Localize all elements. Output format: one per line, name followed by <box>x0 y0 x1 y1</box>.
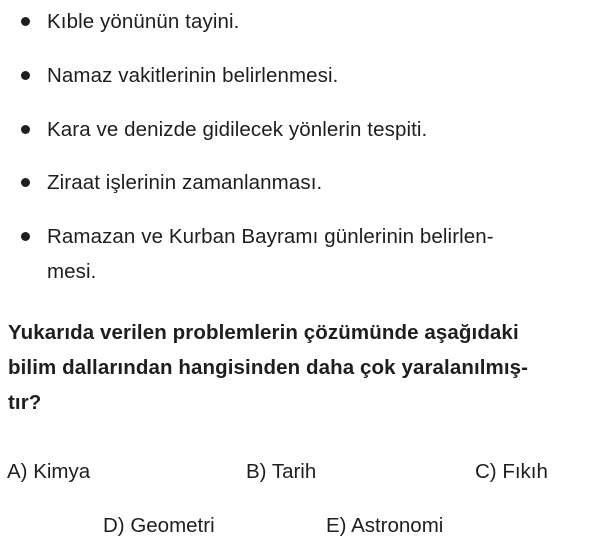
bullet-point-icon <box>21 71 30 80</box>
answer-option-d[interactable]: D) Geometri <box>103 514 215 537</box>
bullet-point-icon <box>21 178 30 187</box>
bullet-point-icon <box>21 125 30 134</box>
question-line: tır? <box>8 391 42 414</box>
question-line: Yukarıda verilen problemlerin çözümünde aşağıdaki <box>8 321 519 344</box>
answer-option-e[interactable]: E) Astronomi <box>326 514 444 537</box>
bullet-text: Kıble yönünün tayini. <box>47 10 240 33</box>
bullet-point-icon <box>21 232 30 241</box>
question-stem <box>8 315 598 420</box>
bullet-text: Ziraat işlerinin zamanlanması. <box>47 171 323 194</box>
answer-option-a[interactable]: A) Kimya <box>7 460 91 483</box>
question-line: bilim dallarından hangisinden daha çok yaralanılmış- <box>8 356 529 379</box>
bullet-text-continuation: mesi. <box>47 260 97 283</box>
bullet-text: Ramazan ve Kurban Bayramı günlerinin belirlen- <box>47 225 494 248</box>
answer-option-b[interactable]: B) Tarih <box>246 460 317 483</box>
bullet-text: Namaz vakitlerinin belirlenmesi. <box>47 64 339 87</box>
bullet-point-icon <box>21 17 30 26</box>
bullet-text: Kara ve denizde gidilecek yönlerin tespiti. <box>47 118 428 141</box>
answer-option-c[interactable]: C) Fıkıh <box>475 460 548 483</box>
